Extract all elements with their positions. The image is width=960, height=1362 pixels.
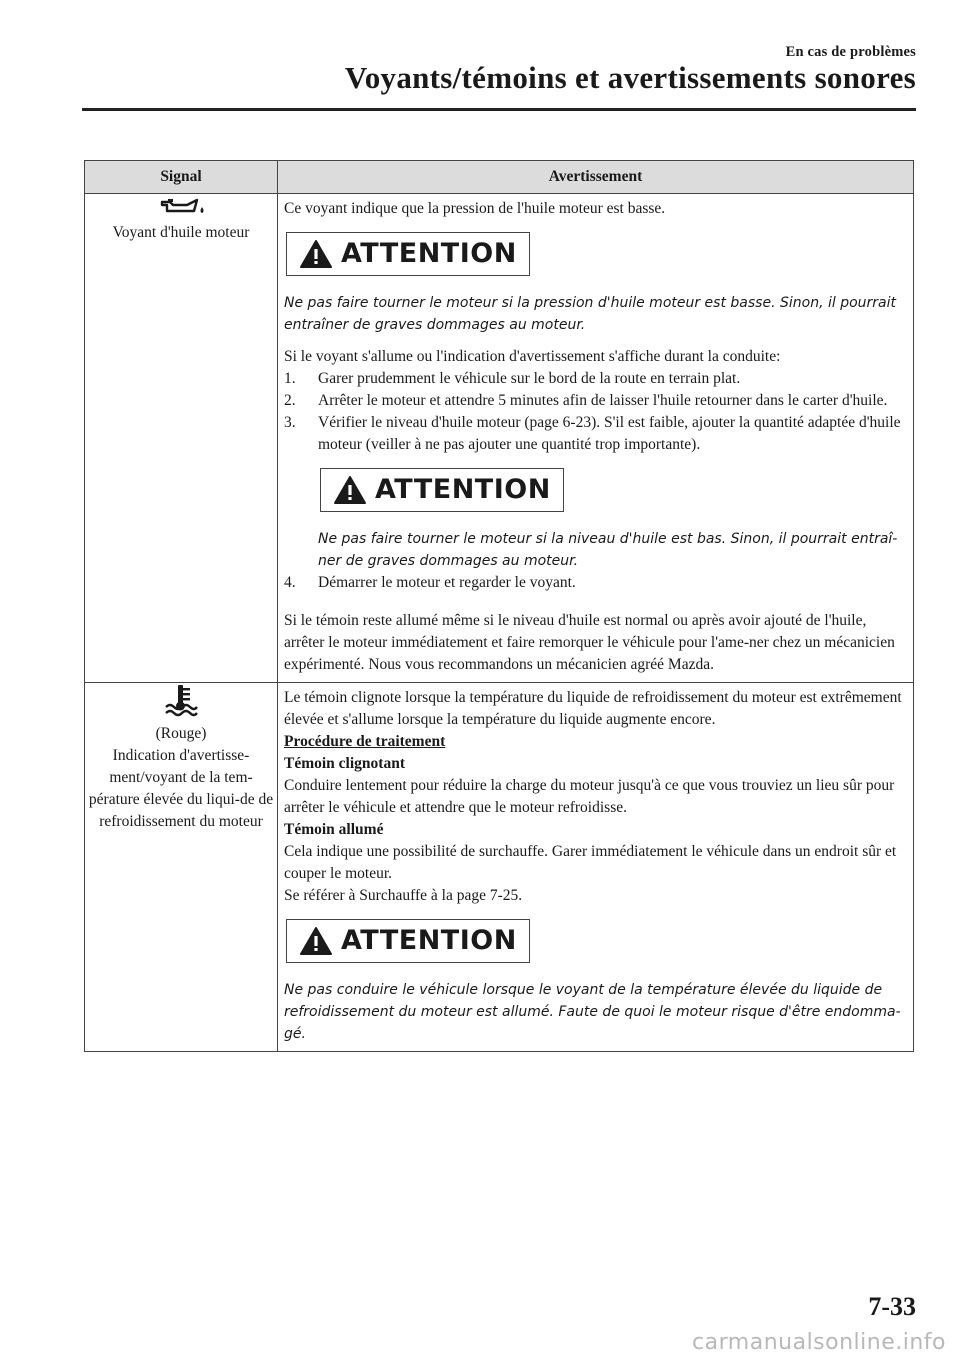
closing-text: Si le témoin reste allumé même si le niveau d'huile est normal ou après avoir ajouté de l'huile, arrêter le moteur immédiatement et faire remorquer le véhicule pour l'ame-ner chez un mécanicien expérimenté. Nous vous recommandons un mécanicien agréé Mazda. (284, 612, 895, 673)
attention-box (286, 919, 530, 963)
steps-intro: Si le voyant s'allume ou l'indication d'avertissement s'affiche durant la conduite: (284, 348, 781, 365)
warning-triangle-icon (333, 475, 367, 505)
on-heading: Témoin allumé (284, 821, 384, 838)
column-header-warning: Avertissement (278, 161, 914, 194)
on-text: Cela indique une possibilité de surchauffe. Garer immédiatement le véhicule dans un endroit sûr et couper le moteur. (284, 843, 897, 882)
section-label: En cas de problèmes (785, 44, 916, 60)
caution-text: Ne pas conduire le véhicule lorsque le voyant de la température élevée du liquide de refroidissement du moteur est allumé. Faute de quoi le moteur risque d'être endomma-gé. (284, 982, 901, 1042)
attention-label: ATTENTION (341, 238, 517, 269)
oil-intro-text: Ce voyant indique que la pression de l'huile moteur est basse. (284, 200, 666, 217)
coolant-intro-text: Le témoin clignote lorsque la température du liquide de refroidissement du moteur est extrêmement élevée et s'allume lorsque la température du liquide augmente encore. (284, 689, 902, 728)
steps-list (284, 368, 907, 456)
attention-label: ATTENTION (375, 474, 551, 505)
warning-cell (278, 683, 914, 1052)
signal-color: (Rouge) (155, 725, 207, 742)
warning-cell (278, 194, 914, 683)
caution-text: Ne pas faire tourner le moteur si la niveau d'huile est bas. Sinon, il pourrait entraî-ner de graves dommages au moteur. (318, 531, 898, 569)
attention-box (286, 232, 530, 276)
signal-cell (85, 683, 278, 1052)
header-rule (82, 108, 916, 111)
warning-table (84, 160, 914, 1052)
chapter-title: Voyants/témoins et avertissements sonores (344, 60, 916, 95)
table-row (85, 194, 914, 683)
warning-triangle-icon (299, 239, 333, 269)
procedure-heading: Procédure de traitement (284, 733, 446, 750)
column-header-signal: Signal (85, 161, 278, 194)
list-item: 1. Garer prudemment le véhicule sur le bord de la route en terrain plat. (284, 370, 741, 387)
page-number: 7-33 (868, 1292, 916, 1321)
steps-list (284, 572, 907, 594)
table-header-row (85, 161, 914, 194)
signal-label: Indication d'avertisse-ment/voyant de la tem-pérature élevée du liqui-de de refroidissement du moteur (88, 747, 274, 830)
signal-label: Voyant d'huile moteur (112, 224, 250, 241)
blink-text: Conduire lentement pour réduire la charge du moteur jusqu'à ce que vous trouviez un lieu sûr pour arrêter le véhicule et attendre que le moteur refroidisse. (284, 777, 895, 816)
list-item: 2. Arrêter le moteur et attendre 5 minutes afin de laisser l'huile retourner dans le carter d'huile. (284, 392, 888, 409)
oil-pressure-icon (156, 194, 206, 216)
attention-box (320, 468, 564, 512)
caution-text: Ne pas faire tourner le moteur si la pression d'huile moteur est basse. Sinon, il pourrait entraîner de graves dommages au moteur. (284, 295, 896, 333)
list-item: 3. Vérifier le niveau d'huile moteur (page 6-23). S'il est faible, ajouter la quantité adaptée d'huile moteur (veiller à ne pas ajouter une quantité trop importante). (284, 414, 901, 453)
blink-heading: Témoin clignotant (284, 755, 405, 772)
warning-triangle-icon (299, 926, 333, 956)
watermark: carmanualsonline.info (692, 1330, 946, 1355)
signal-cell (85, 194, 278, 683)
list-item: 4. Démarrer le moteur et regarder le voyant. (284, 574, 576, 591)
coolant-temperature-icon (164, 683, 198, 717)
attention-label: ATTENTION (341, 925, 517, 956)
table-row (85, 683, 914, 1052)
reference-text: Se référer à Surchauffe à la page 7-25. (284, 887, 523, 904)
